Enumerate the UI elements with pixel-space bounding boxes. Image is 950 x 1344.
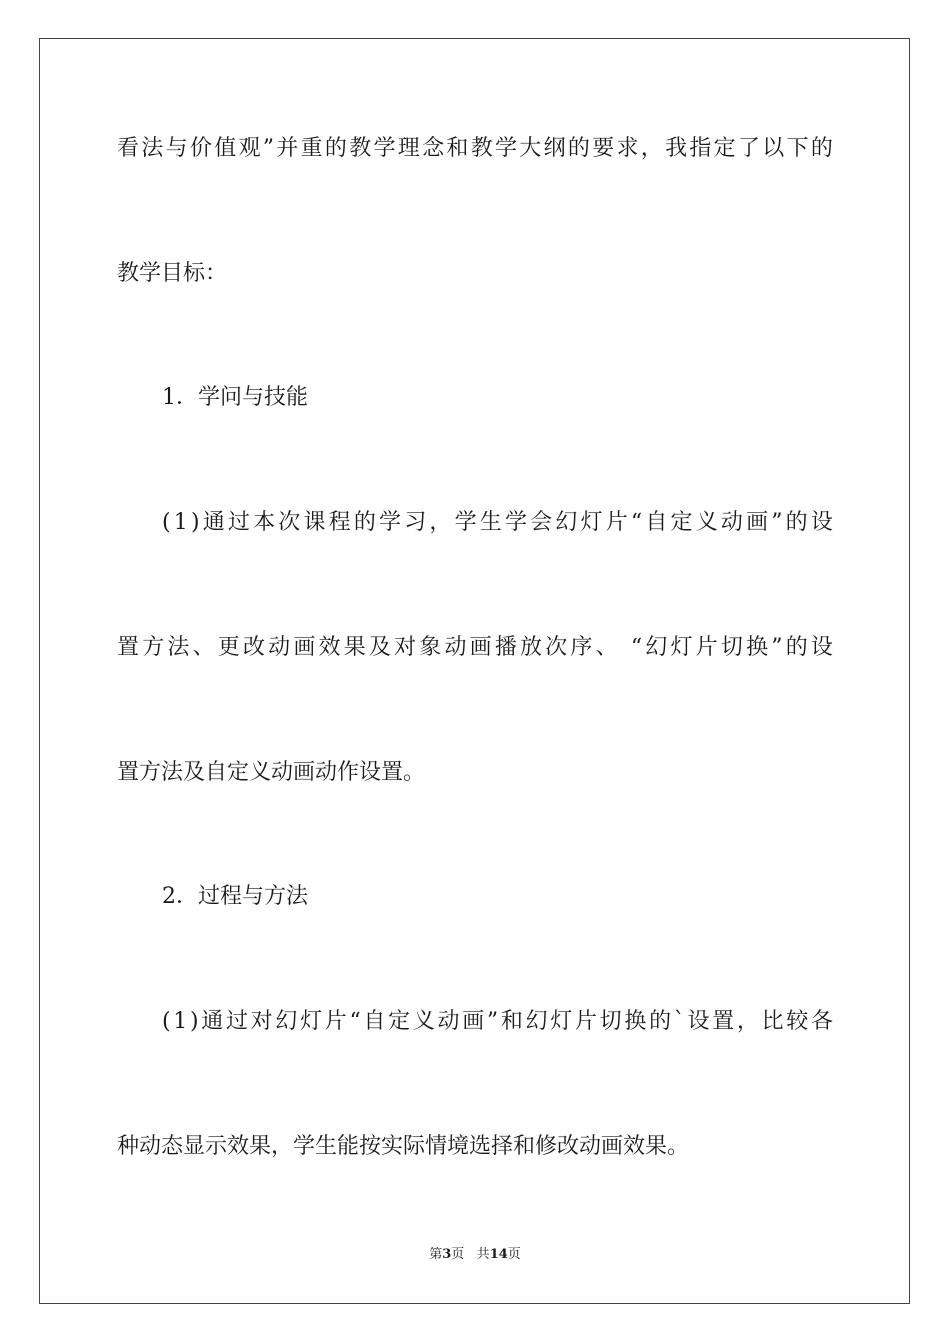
text-line: 置方法及自定义动画动作设置。 xyxy=(117,760,426,785)
footer-total-suffix: 页 xyxy=(507,1247,521,1262)
section-heading: 2．过程与方法 xyxy=(162,884,308,909)
section-heading: 1．学问与技能 xyxy=(162,385,308,410)
text-line: ( 1 ) 通 过 本 次 课 程 的 学 习 ， 学 生 学 会 幻 灯 片 “ 自 定 义 动 画 ” 的 设 xyxy=(162,510,833,535)
footer-page-number: 3 xyxy=(442,1247,452,1262)
text-line: 教学目标： xyxy=(117,261,228,286)
text-line: 看 法 与 价 值 观 ” 并 重 的 教 学 理 念 和 教 学 大 纲 的 要 求 ， 我 指 定 了 以 下 的 xyxy=(117,136,833,161)
text-line: 置 方 法 、 更 改 动 画 效 果 及 对 象 动 画 播 放 次 序 、 “ 幻 灯 片 切 换 ” 的 设 xyxy=(117,635,833,660)
page-footer xyxy=(0,1246,950,1264)
footer-total-prefix: 共 xyxy=(476,1247,490,1262)
page-border xyxy=(39,38,910,1304)
footer-total-pages: 14 xyxy=(489,1247,508,1262)
text-line: 种动态显示效果，学生能按实际情境选择和修改动画效果。 xyxy=(117,1134,690,1159)
text-line: ( 1 ) 通 过 对 幻 灯 片 “ 自 定 义 动 画 ” 和 幻 灯 片 切 换 的 ` 设 置 ， 比 较 各 xyxy=(162,1009,833,1034)
footer-page-suffix: 页 xyxy=(451,1247,465,1262)
footer-prefix: 第 xyxy=(429,1247,443,1262)
